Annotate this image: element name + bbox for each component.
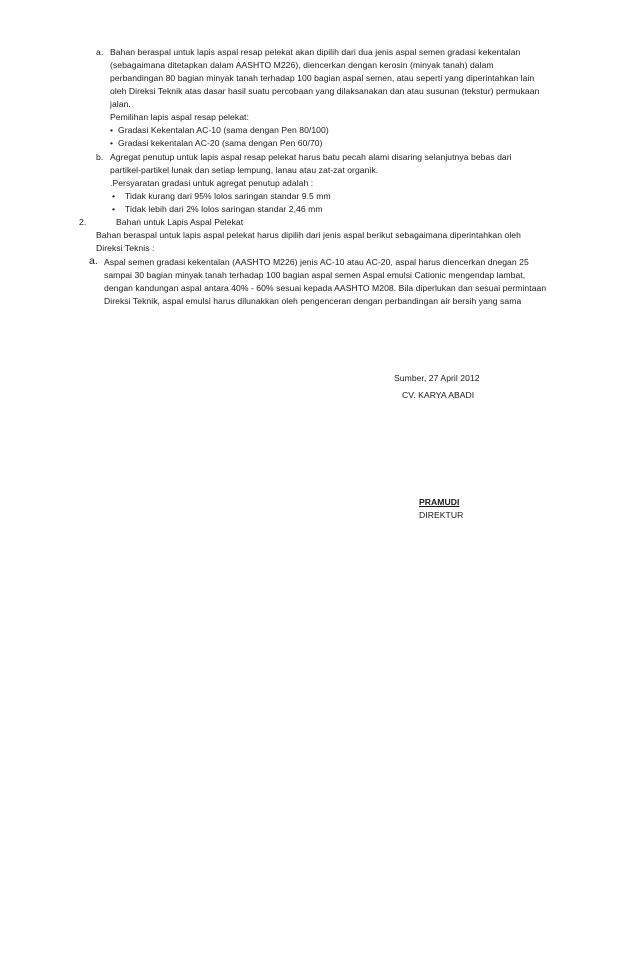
section-a-marker: a. [96,47,104,57]
section-2-item-line-3: dengan kandungan aspal antara 40% - 60% sesuai kepada AASHTO M208. Bila diperlukan dan sesuai permintaan [104,283,547,293]
section-2-number: 2. [79,217,87,227]
section-a-choice-title: Pemilihan lapis aspal resap pelekat: [110,112,249,122]
section-b-line-2: partikel-partikel lunak dan setiap lempung, lanau atau zat-zat organik. [110,165,379,175]
bullet-icon: • [112,191,116,201]
section-a-line-5: jalan. [110,99,131,109]
section-2-intro-1: Bahan beraspal untuk lapis aspal pelekat harus dipilih dari jenis aspal berikut sebagaimana diperintahkan oleh [96,230,521,240]
signature-title: DIREKTUR [419,510,464,520]
section-b-req-title: .Persyaratan gradasi untuk agregat penutup adalah : [110,178,314,188]
section-a-line-4: oleh Direksi Teknik atas dasar hasil suatu percobaan yang dilaksanakan dan atau susunan (tekstur) permukaan [110,86,540,96]
signature-company: CV. KARYA ABADI [402,390,475,400]
section-2-title: Bahan untuk Lapis Aspal Pelekat [116,217,244,227]
section-a-line-3: perbandingan 80 bagian minyak tanah terhadap 100 bagian aspal semen, atau seperti yang diperintahkan lain [110,73,535,83]
section-2-item-line-1: Aspal semen gradasi kekentalan (AASHTO M226) jenis AC-10 atau AC-20, aspal harus diencerkan dnegan 25 [104,257,529,267]
bullet-icon: • [112,204,116,214]
section-a-choice-1: Gradasi Kekentalan AC-10 (sama dengan Pen 80/100) [118,125,329,135]
signature-name: PRAMUDI [419,497,460,507]
signature-place-date: Sumber, 27 April 2012 [394,373,480,383]
section-b-marker: b. [96,152,104,162]
section-a-line-2: (sebagaimana ditetapkan dalam AASHTO M226), diencerkan dengan kerosin (minyak tanah) dalam [110,60,494,70]
section-2-item-marker: a. [89,255,98,267]
section-2-item-line-4: Direksi Teknik, aspal emulsi harus dilunakkan oleh pengenceran dengan perbandingan air bersih yang sama [104,296,522,306]
section-2-item-line-2: sampai 30 bagian minyak tanah terhadap 100 bagian aspal semen Aspal emulsi Cationic mengendap lambat, [104,270,526,280]
section-b-req-2: Tidak lebih dari 2% lolos saringan standar 2,46 mm [125,204,323,214]
section-2-intro-2: Direksi Teknis : [96,243,155,253]
section-b-req-1: Tidak kurang dari 95% lolos saringan standar 9.5 mm [125,191,331,201]
section-b-line-1: Agregat penutup untuk lapis aspal resap pelekat harus batu pecah alami disaring selanjutnya bebas dari [110,152,512,162]
bullet-icon: • [110,125,114,135]
section-a-line-1: Bahan beraspal untuk lapis aspal resap pelekat akan dipilih dari dua jenis aspal semen gradasi kekentalan [110,47,521,57]
section-a-choice-2: Gradasi kekentalan AC-20 (sama dengan Pen 60/70) [118,138,323,148]
bullet-icon: • [110,138,114,148]
